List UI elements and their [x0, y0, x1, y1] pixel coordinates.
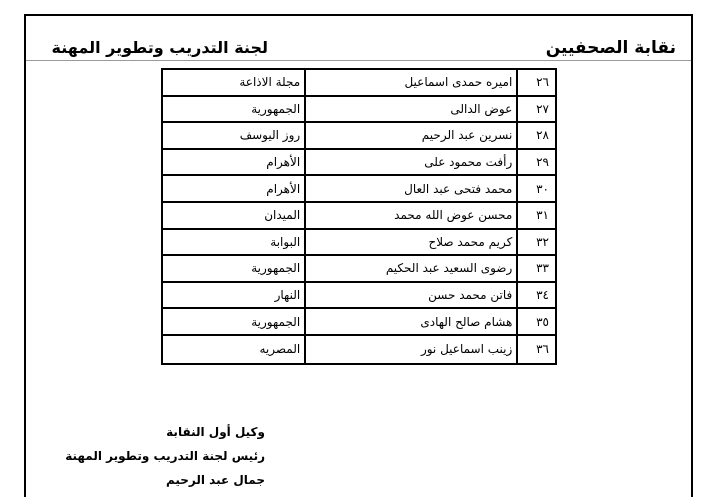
outlet-cell: روز اليوسف: [163, 123, 306, 150]
page-frame-top: [24, 14, 693, 16]
outlet-cell: الأهرام: [163, 176, 306, 203]
outlet-cell: الجمهورية: [163, 97, 306, 124]
number-cell: ٣٠: [518, 176, 555, 203]
table-row: [163, 203, 555, 230]
name-cell: اميره حمدى اسماعيل: [306, 70, 518, 97]
name-cell: عوض الدالى: [306, 97, 518, 124]
number-cell: ٣٤: [518, 283, 555, 310]
number-cell: ٢٦: [518, 70, 555, 97]
number-cell: ٣٣: [518, 256, 555, 283]
table-row: [163, 97, 555, 124]
outlet-cell: الجمهورية: [163, 309, 306, 336]
number-cell: ٣٢: [518, 230, 555, 257]
signature-role: رئيس لجنة التدريب وتطوير المهنة: [65, 449, 265, 463]
outlet-cell: الأهرام: [163, 150, 306, 177]
outlet-cell: الميدان: [163, 203, 306, 230]
number-cell: ٢٧: [518, 97, 555, 124]
outlet-cell: المصريه: [163, 336, 306, 363]
syndicate-title: نقابة الصحفيين: [545, 38, 676, 58]
name-cell: رضوى السعيد عبد الحكيم: [306, 256, 518, 283]
table-row: [163, 176, 555, 203]
table-row: [163, 309, 555, 336]
page-frame-left: [24, 14, 26, 497]
outlet-cell: الجمهورية: [163, 256, 306, 283]
signature-title: وكيل أول النقابة: [166, 425, 265, 439]
name-cell: نسرين عبد الرحيم: [306, 123, 518, 150]
name-cell: هشام صالح الهادى: [306, 309, 518, 336]
table-row: [163, 70, 555, 97]
committee-title: لجنة التدريب وتطوير المهنة: [51, 38, 268, 57]
header-divider: [26, 60, 691, 61]
signature-name: جمال عبد الرحيم: [165, 473, 265, 487]
name-cell: كريم محمد صلاح: [306, 230, 518, 257]
name-cell: فاتن محمد حسن: [306, 283, 518, 310]
name-cell: رأفت محمود على: [306, 150, 518, 177]
table-row: [163, 336, 555, 363]
name-cell: محسن عوض الله محمد: [306, 203, 518, 230]
outlet-cell: مجلة الاذاعة: [163, 70, 306, 97]
outlet-cell: النهار: [163, 283, 306, 310]
participants-table: [161, 68, 557, 365]
table-row: [163, 230, 555, 257]
number-cell: ٢٨: [518, 123, 555, 150]
number-cell: ٢٩: [518, 150, 555, 177]
name-cell: زينب اسماعيل نور: [306, 336, 518, 363]
number-cell: ٣٥: [518, 309, 555, 336]
table-row: [163, 123, 555, 150]
name-cell: محمد فتحى عبد العال: [306, 176, 518, 203]
table-row: [163, 150, 555, 177]
number-cell: ٣٦: [536, 342, 549, 357]
table-row: [163, 256, 555, 283]
participants-table-body: [163, 70, 555, 363]
page-frame-right: [691, 14, 693, 497]
signature-block: [65, 420, 265, 492]
outlet-cell: البوابة: [163, 230, 306, 257]
table-row: [163, 283, 555, 310]
number-cell: ٣١: [518, 203, 555, 230]
